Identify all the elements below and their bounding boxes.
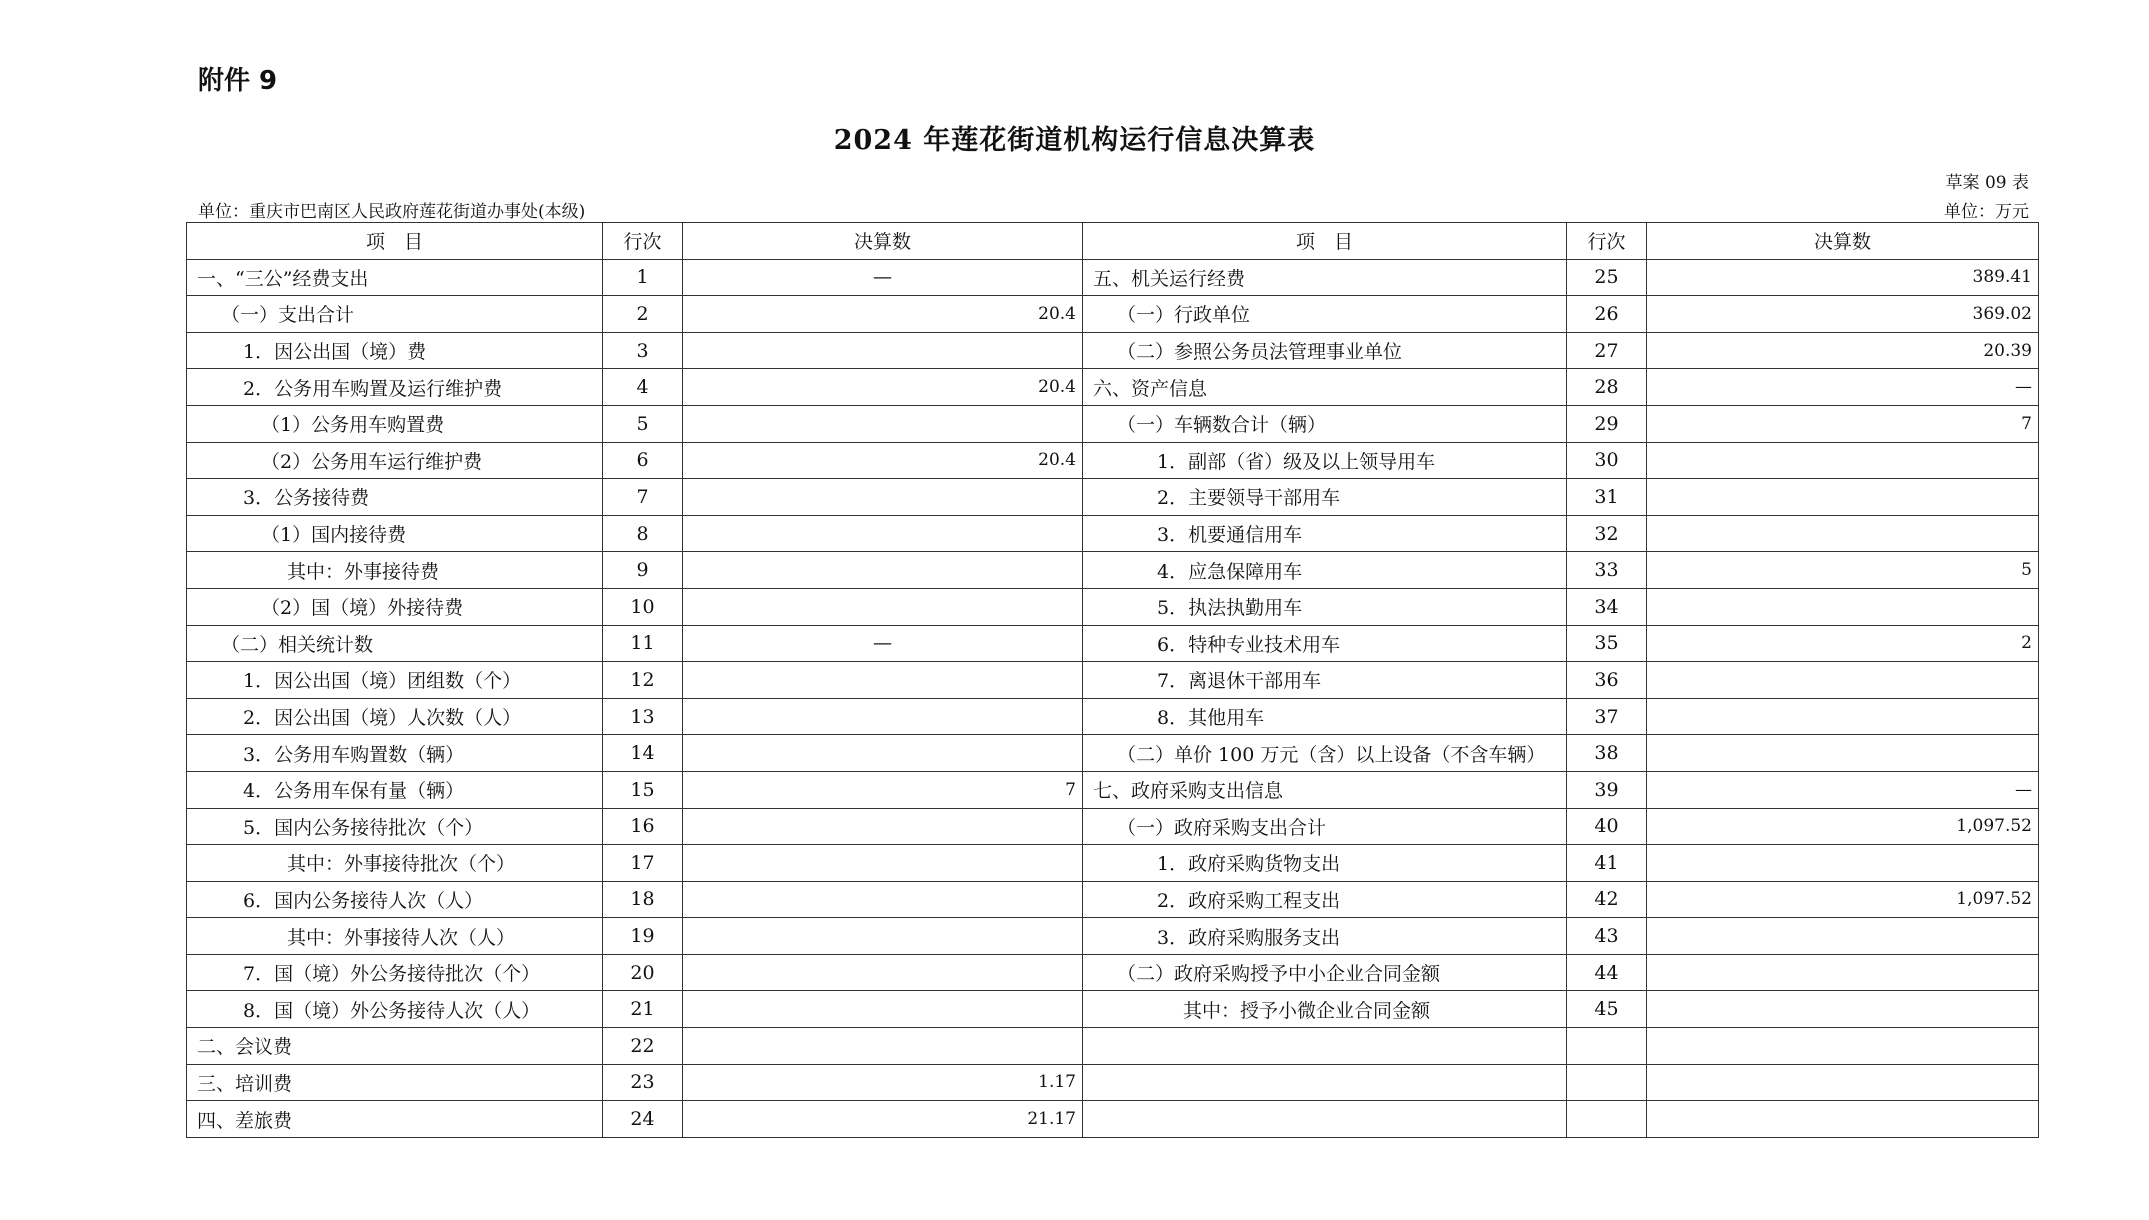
table-row bbox=[187, 991, 2039, 1028]
table-row bbox=[187, 698, 2039, 735]
left-line-cell: 14 bbox=[603, 735, 683, 772]
left-line-cell: 1 bbox=[603, 259, 683, 296]
left-item-cell: 2．公务用车购置及运行维护费 bbox=[187, 369, 603, 406]
right-line-cell bbox=[1567, 1064, 1647, 1101]
right-line-cell: 34 bbox=[1567, 588, 1647, 625]
left-item-cell: （1）国内接待费 bbox=[187, 515, 603, 552]
right-line-cell: 31 bbox=[1567, 479, 1647, 516]
right-item-cell: 3．政府采购服务支出 bbox=[1083, 918, 1567, 955]
right-amount-cell bbox=[1647, 918, 2039, 955]
table-row bbox=[187, 515, 2039, 552]
left-line-cell: 21 bbox=[603, 991, 683, 1028]
table-header-row bbox=[187, 223, 2039, 260]
right-line-cell: 28 bbox=[1567, 369, 1647, 406]
right-amount-cell: 7 bbox=[1647, 405, 2039, 442]
left-line-cell: 23 bbox=[603, 1064, 683, 1101]
right-item-cell: （二）政府采购授予中小企业合同金额 bbox=[1083, 954, 1567, 991]
table-row bbox=[187, 588, 2039, 625]
left-amount-cell bbox=[683, 405, 1083, 442]
right-line-cell: 45 bbox=[1567, 991, 1647, 1028]
table-row bbox=[187, 259, 2039, 296]
left-item-cell: 1．因公出国（境）费 bbox=[187, 332, 603, 369]
right-line-cell: 29 bbox=[1567, 405, 1647, 442]
right-amount-cell bbox=[1647, 991, 2039, 1028]
right-amount-cell: 369.02 bbox=[1647, 296, 2039, 333]
right-item-cell: 2．政府采购工程支出 bbox=[1083, 881, 1567, 918]
right-amount-cell bbox=[1647, 735, 2039, 772]
right-item-cell: 4．应急保障用车 bbox=[1083, 552, 1567, 589]
left-line-cell: 2 bbox=[603, 296, 683, 333]
table-row bbox=[187, 1064, 2039, 1101]
right-amount-cell: 389.41 bbox=[1647, 259, 2039, 296]
right-amount-cell bbox=[1647, 515, 2039, 552]
right-line-cell: 33 bbox=[1567, 552, 1647, 589]
left-item-cell: 8．国（境）外公务接待人次（人） bbox=[187, 991, 603, 1028]
header-item: 项 目 bbox=[187, 223, 603, 260]
right-line-cell: 40 bbox=[1567, 808, 1647, 845]
left-amount-cell bbox=[683, 918, 1083, 955]
left-amount-cell bbox=[683, 808, 1083, 845]
right-amount-cell bbox=[1647, 1101, 2039, 1138]
right-item-cell: 1．副部（省）级及以上领导用车 bbox=[1083, 442, 1567, 479]
left-item-cell: 2．因公出国（境）人次数（人） bbox=[187, 698, 603, 735]
page-title: 2024 年莲花街道机构运行信息决算表 bbox=[833, 125, 1316, 156]
left-item-cell: 3．公务接待费 bbox=[187, 479, 603, 516]
right-amount-cell bbox=[1647, 1064, 2039, 1101]
right-amount-cell: 2 bbox=[1647, 625, 2039, 662]
left-amount-cell bbox=[683, 954, 1083, 991]
right-line-cell: 41 bbox=[1567, 845, 1647, 882]
table-row bbox=[187, 1028, 2039, 1065]
left-item-cell: 三、培训费 bbox=[187, 1064, 603, 1101]
left-line-cell: 5 bbox=[603, 405, 683, 442]
left-amount-cell bbox=[683, 662, 1083, 699]
header-line: 行次 bbox=[603, 223, 683, 260]
right-amount-cell: 20.39 bbox=[1647, 332, 2039, 369]
left-item-cell: 其中：外事接待批次（个） bbox=[187, 845, 603, 882]
left-line-cell: 3 bbox=[603, 332, 683, 369]
table-row bbox=[187, 662, 2039, 699]
right-item-cell bbox=[1083, 1064, 1567, 1101]
table-row bbox=[187, 845, 2039, 882]
right-item-cell: 七、政府采购支出信息 bbox=[1083, 771, 1567, 808]
table-row bbox=[187, 296, 2039, 333]
right-amount-cell: 1,097.52 bbox=[1647, 808, 2039, 845]
left-line-cell: 20 bbox=[603, 954, 683, 991]
left-item-cell: 6．国内公务接待人次（人） bbox=[187, 881, 603, 918]
left-item-cell: 一、“三公”经费支出 bbox=[187, 259, 603, 296]
left-item-cell: （一）支出合计 bbox=[187, 296, 603, 333]
left-amount-cell bbox=[683, 881, 1083, 918]
left-line-cell: 12 bbox=[603, 662, 683, 699]
right-item-cell: 2．主要领导干部用车 bbox=[1083, 479, 1567, 516]
left-item-cell: 其中：外事接待费 bbox=[187, 552, 603, 589]
left-item-cell: 1．因公出国（境）团组数（个） bbox=[187, 662, 603, 699]
budget-table bbox=[186, 222, 2039, 1138]
right-line-cell: 37 bbox=[1567, 698, 1647, 735]
left-line-cell: 8 bbox=[603, 515, 683, 552]
left-item-cell: 四、差旅费 bbox=[187, 1101, 603, 1138]
left-item-cell: 3．公务用车购置数（辆） bbox=[187, 735, 603, 772]
left-line-cell: 13 bbox=[603, 698, 683, 735]
right-amount-cell: 5 bbox=[1647, 552, 2039, 589]
left-amount-cell: 20.4 bbox=[683, 296, 1083, 333]
left-amount-cell bbox=[683, 479, 1083, 516]
left-line-cell: 6 bbox=[603, 442, 683, 479]
header-amount-right: 决算数 bbox=[1647, 223, 2039, 260]
left-amount-cell bbox=[683, 515, 1083, 552]
left-line-cell: 22 bbox=[603, 1028, 683, 1065]
left-amount-cell: 7 bbox=[683, 771, 1083, 808]
right-amount-cell: 1,097.52 bbox=[1647, 881, 2039, 918]
reporting-unit: 单位：重庆市巴南区人民政府莲花街道办事处(本级) bbox=[198, 202, 586, 222]
table-row bbox=[187, 918, 2039, 955]
right-line-cell: 30 bbox=[1567, 442, 1647, 479]
right-line-cell: 43 bbox=[1567, 918, 1647, 955]
header-line-right: 行次 bbox=[1567, 223, 1647, 260]
table-number: 草案 09 表 bbox=[1945, 173, 2029, 193]
left-line-cell: 19 bbox=[603, 918, 683, 955]
left-line-cell: 10 bbox=[603, 588, 683, 625]
left-amount-cell bbox=[683, 552, 1083, 589]
right-item-cell: 8．其他用车 bbox=[1083, 698, 1567, 735]
table-row bbox=[187, 442, 2039, 479]
left-amount-cell bbox=[683, 588, 1083, 625]
right-item-cell bbox=[1083, 1028, 1567, 1065]
left-item-cell: 其中：外事接待人次（人） bbox=[187, 918, 603, 955]
attachment-label: 附件 9 bbox=[198, 66, 278, 96]
left-item-cell: 7．国（境）外公务接待批次（个） bbox=[187, 954, 603, 991]
right-line-cell: 36 bbox=[1567, 662, 1647, 699]
left-item-cell: 二、会议费 bbox=[187, 1028, 603, 1065]
right-line-cell: 27 bbox=[1567, 332, 1647, 369]
right-item-cell: 1．政府采购货物支出 bbox=[1083, 845, 1567, 882]
right-line-cell: 35 bbox=[1567, 625, 1647, 662]
right-line-cell: 44 bbox=[1567, 954, 1647, 991]
table-row bbox=[187, 771, 2039, 808]
right-item-cell: （一）政府采购支出合计 bbox=[1083, 808, 1567, 845]
right-line-cell: 39 bbox=[1567, 771, 1647, 808]
left-amount-cell bbox=[683, 332, 1083, 369]
currency-unit: 单位：万元 bbox=[1944, 202, 2029, 222]
left-item-cell: （2）国（境）外接待费 bbox=[187, 588, 603, 625]
table-row bbox=[187, 405, 2039, 442]
right-item-cell: （一）车辆数合计（辆） bbox=[1083, 405, 1567, 442]
left-amount-cell: — bbox=[683, 625, 1083, 662]
table-row bbox=[187, 954, 2039, 991]
right-line-cell bbox=[1567, 1101, 1647, 1138]
left-item-cell: （2）公务用车运行维护费 bbox=[187, 442, 603, 479]
right-amount-cell bbox=[1647, 698, 2039, 735]
right-item-cell: 5．执法执勤用车 bbox=[1083, 588, 1567, 625]
right-line-cell: 25 bbox=[1567, 259, 1647, 296]
left-amount-cell bbox=[683, 991, 1083, 1028]
right-amount-cell bbox=[1647, 479, 2039, 516]
left-amount-cell bbox=[683, 735, 1083, 772]
right-amount-cell bbox=[1647, 845, 2039, 882]
left-amount-cell: — bbox=[683, 259, 1083, 296]
right-item-cell: 五、机关运行经费 bbox=[1083, 259, 1567, 296]
right-amount-cell bbox=[1647, 1028, 2039, 1065]
left-line-cell: 15 bbox=[603, 771, 683, 808]
table-row bbox=[187, 369, 2039, 406]
header-amount: 决算数 bbox=[683, 223, 1083, 260]
left-amount-cell bbox=[683, 845, 1083, 882]
right-amount-cell bbox=[1647, 662, 2039, 699]
right-item-cell: 6．特种专业技术用车 bbox=[1083, 625, 1567, 662]
table-row bbox=[187, 881, 2039, 918]
right-item-cell: 其中：授予小微企业合同金额 bbox=[1083, 991, 1567, 1028]
right-amount-cell bbox=[1647, 588, 2039, 625]
right-amount-cell: — bbox=[1647, 369, 2039, 406]
left-line-cell: 16 bbox=[603, 808, 683, 845]
left-line-cell: 11 bbox=[603, 625, 683, 662]
right-item-cell: 六、资产信息 bbox=[1083, 369, 1567, 406]
left-line-cell: 18 bbox=[603, 881, 683, 918]
right-amount-cell bbox=[1647, 954, 2039, 991]
left-line-cell: 24 bbox=[603, 1101, 683, 1138]
right-item-cell: （二）单价 100 万元（含）以上设备（不含车辆） bbox=[1083, 735, 1567, 772]
left-amount-cell: 20.4 bbox=[683, 442, 1083, 479]
right-line-cell: 26 bbox=[1567, 296, 1647, 333]
left-item-cell: 4．公务用车保有量（辆） bbox=[187, 771, 603, 808]
left-amount-cell: 21.17 bbox=[683, 1101, 1083, 1138]
left-amount-cell bbox=[683, 1028, 1083, 1065]
right-line-cell: 32 bbox=[1567, 515, 1647, 552]
left-amount-cell: 20.4 bbox=[683, 369, 1083, 406]
right-line-cell: 38 bbox=[1567, 735, 1647, 772]
table-row bbox=[187, 479, 2039, 516]
left-amount-cell bbox=[683, 698, 1083, 735]
right-item-cell: （二）参照公务员法管理事业单位 bbox=[1083, 332, 1567, 369]
table-row bbox=[187, 735, 2039, 772]
right-amount-cell: — bbox=[1647, 771, 2039, 808]
left-line-cell: 17 bbox=[603, 845, 683, 882]
left-item-cell: 5．国内公务接待批次（个） bbox=[187, 808, 603, 845]
table-row bbox=[187, 552, 2039, 589]
right-item-cell: （一）行政单位 bbox=[1083, 296, 1567, 333]
right-line-cell bbox=[1567, 1028, 1647, 1065]
header-item-right: 项 目 bbox=[1083, 223, 1567, 260]
right-item-cell: 3．机要通信用车 bbox=[1083, 515, 1567, 552]
left-line-cell: 9 bbox=[603, 552, 683, 589]
right-amount-cell bbox=[1647, 442, 2039, 479]
left-line-cell: 7 bbox=[603, 479, 683, 516]
table-row bbox=[187, 1101, 2039, 1138]
right-item-cell: 7．离退休干部用车 bbox=[1083, 662, 1567, 699]
left-line-cell: 4 bbox=[603, 369, 683, 406]
left-amount-cell: 1.17 bbox=[683, 1064, 1083, 1101]
right-line-cell: 42 bbox=[1567, 881, 1647, 918]
right-item-cell bbox=[1083, 1101, 1567, 1138]
table-body bbox=[187, 259, 2039, 1137]
left-item-cell: （1）公务用车购置费 bbox=[187, 405, 603, 442]
table-row bbox=[187, 808, 2039, 845]
left-item-cell: （二）相关统计数 bbox=[187, 625, 603, 662]
table-row bbox=[187, 625, 2039, 662]
table-row bbox=[187, 332, 2039, 369]
